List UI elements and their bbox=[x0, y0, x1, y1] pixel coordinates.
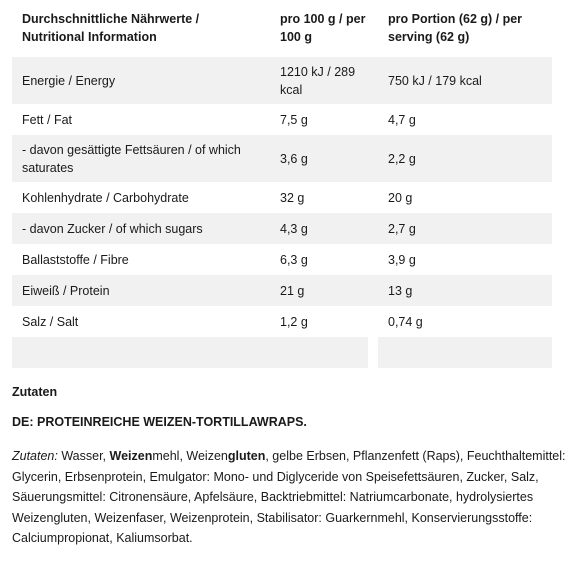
value-per-portion: 750 kJ / 179 kcal bbox=[378, 57, 552, 104]
nutrition-table-body bbox=[12, 57, 552, 368]
nutrition-table bbox=[12, 0, 552, 368]
table-row bbox=[12, 104, 552, 135]
header-per-100g: pro 100 g / per 100 g bbox=[280, 12, 366, 44]
nutrient-label: Eiweiß / Protein bbox=[12, 275, 270, 306]
table-row bbox=[12, 57, 552, 104]
allergen-highlight: Weizen bbox=[109, 449, 153, 463]
allergen-highlight: gluten bbox=[227, 449, 266, 463]
table-row bbox=[12, 135, 552, 182]
ingredients-part: Wasser, bbox=[57, 449, 110, 463]
footer-cell bbox=[270, 337, 378, 368]
table-row bbox=[12, 306, 552, 337]
table-row bbox=[12, 244, 552, 275]
header-row bbox=[12, 0, 552, 57]
value-per-100g: 3,6 g bbox=[270, 135, 378, 182]
value-per-portion: 13 g bbox=[378, 275, 552, 306]
ingredients-text bbox=[12, 446, 567, 549]
table-row bbox=[12, 213, 552, 244]
table-footer-row bbox=[12, 337, 552, 368]
value-per-portion: 0,74 g bbox=[378, 306, 552, 337]
footer-cell bbox=[12, 337, 270, 368]
table-row bbox=[12, 275, 552, 306]
value-per-100g: 4,3 g bbox=[270, 213, 378, 244]
value-per-100g: 1,2 g bbox=[270, 306, 378, 337]
nutrient-label: Fett / Fat bbox=[12, 104, 270, 135]
ingredients-intro: Zutaten: bbox=[12, 449, 58, 463]
ingredients-heading: Zutaten bbox=[12, 385, 58, 399]
header-per-portion: pro Portion (62 g) / per serving (62 g) bbox=[388, 12, 523, 44]
value-per-100g: 21 g bbox=[270, 275, 378, 306]
nutrient-label: Ballaststoffe / Fibre bbox=[12, 244, 270, 275]
table-row bbox=[12, 182, 552, 213]
header-nutrient: Durchschnittliche Nährwerte / Nutritional Information bbox=[22, 12, 200, 44]
ingredients-part: mehl, Weizen bbox=[152, 449, 228, 463]
value-per-portion: 4,7 g bbox=[378, 104, 552, 135]
value-per-portion: 2,2 g bbox=[378, 135, 552, 182]
nutrient-label: - davon gesättigte Fettsäuren / of which saturates bbox=[12, 135, 270, 182]
value-per-portion: 20 g bbox=[378, 182, 552, 213]
footer-cell bbox=[378, 337, 552, 368]
nutrient-label: Salz / Salt bbox=[12, 306, 270, 337]
nutrient-label: - davon Zucker / of which sugars bbox=[12, 213, 270, 244]
ingredients-part: , gelbe Erbsen, Pflanzenfett (Raps), Feuchthaltemittel: Glycerin, Erbsenprotein, Emulgator: Mono- und Diglyceride von Speisefettsäuren, Zucker, Salz, Säuerungsmittel: Citronensäure, Apfelsäure, Backtriebmittel: Natriumcarbonate, hydrolysiertes Weizengluten, Weizenfaser, Weizenprotein, Stabilisator: Guarkernmehl, Konservierungsstoffe: Calciumpropionat, Kaliumsorbat. bbox=[12, 449, 566, 546]
value-per-100g: 7,5 g bbox=[270, 104, 378, 135]
value-per-100g: 32 g bbox=[270, 182, 378, 213]
nutrition-table-header bbox=[12, 0, 552, 57]
nutrient-label: Energie / Energy bbox=[12, 57, 270, 104]
value-per-portion: 2,7 g bbox=[378, 213, 552, 244]
value-per-100g: 1210 kJ / 289 kcal bbox=[270, 57, 378, 104]
value-per-100g: 6,3 g bbox=[270, 244, 378, 275]
value-per-portion: 3,9 g bbox=[378, 244, 552, 275]
nutrition-table-container bbox=[12, 0, 552, 368]
product-title: DE: PROTEINREICHE WEIZEN-TORTILLAWRAPS. bbox=[12, 415, 307, 429]
nutrient-label: Kohlenhydrate / Carbohydrate bbox=[12, 182, 270, 213]
